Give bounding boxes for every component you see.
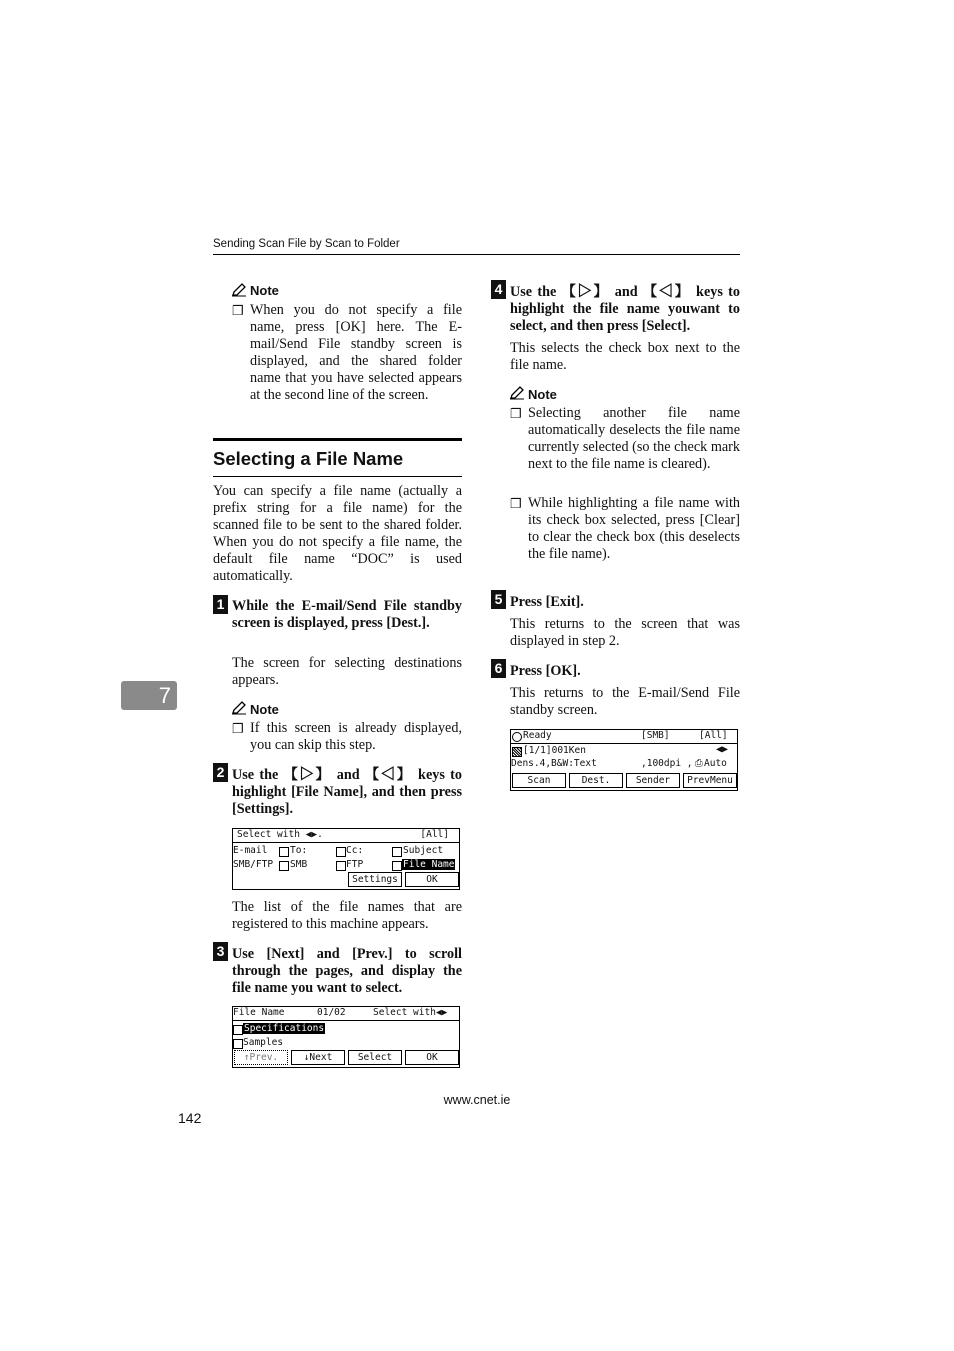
step-description: This selects the check box next to the file name. (510, 340, 740, 373)
lcd-option[interactable]: To: (290, 845, 308, 856)
lcd-screen-file-name (232, 1006, 460, 1068)
step-instruction: While the E-mail/Send File standby screen is displayed, press [Dest.]. (232, 598, 462, 631)
page-number: 142 (178, 1110, 202, 1126)
step-instruction: Use [Next] and [Prev.] to scroll through the pages, and display the file name you want to select. (232, 946, 462, 996)
select-button[interactable]: Select (348, 1050, 402, 1065)
step-description: This returns to the E-mail/Send File standby screen. (510, 685, 740, 718)
lcd-all-label: [All] (420, 829, 449, 840)
step-number: 3 (213, 942, 228, 961)
document-size-icon: ⎙ (695, 758, 703, 769)
file-name-item-highlighted[interactable]: Specifications (244, 1023, 325, 1034)
dest-button[interactable]: Dest. (569, 773, 623, 788)
lcd-divider (233, 1020, 459, 1021)
lcd-hint: Select with◀▶ (373, 1007, 448, 1018)
checkbox-icon[interactable] (279, 847, 289, 857)
lcd-row-label: SMB/FTP (233, 859, 274, 870)
checkbox-icon[interactable] (336, 861, 346, 871)
intro-paragraph: You can specify a file name (actually a prefix string for a file name) for the scanned file to be sent to the shared folder. When you do not specify a file name, the default file name “DOC” is used automatically. (213, 483, 462, 584)
chapter-tab: 7 (121, 681, 177, 710)
next-button[interactable]: ↓Next (291, 1050, 345, 1065)
section-rule-top (213, 438, 462, 441)
running-header: Sending Scan File by Scan to Folder (213, 238, 400, 250)
step-description: This returns to the screen that was displayed in step 2. (510, 616, 740, 649)
step-number: 6 (491, 659, 506, 678)
footer-url: www.cnet.ie (443, 1093, 511, 1107)
note-item: ❒ If this screen is already displayed, you can skip this step. (232, 720, 462, 753)
checkbox-icon[interactable] (279, 861, 289, 871)
arrow-keys-icon: ◀▶ (716, 744, 729, 755)
step-instruction: Use the 【▷】 and 【◁】 keys to highlight [File Name], and then press [Settings]. (232, 767, 462, 817)
lcd-row-label: E-mail (233, 845, 268, 856)
checkbox-bullet-icon: ❒ (232, 721, 244, 736)
checkbox-bullet-icon: ❒ (232, 303, 244, 318)
destination-icon (512, 747, 522, 757)
lcd-screen-standby (510, 729, 738, 791)
step-number: 2 (213, 763, 228, 782)
lcd-status: Ready (523, 730, 552, 741)
sender-button[interactable]: Sender (626, 773, 680, 788)
lcd-option[interactable]: Subject (403, 845, 444, 856)
checkbox-icon[interactable] (233, 1039, 243, 1049)
checkbox-icon[interactable] (336, 847, 346, 857)
step-number: 1 (213, 595, 228, 614)
lcd-resolution: ,100dpi , (641, 758, 693, 769)
lcd-all-label: [All] (699, 730, 728, 741)
lcd-option[interactable]: FTP (346, 859, 364, 870)
lcd-mode: [SMB] (641, 730, 670, 741)
note-item: ❒ When you do not specify a file name, press [OK] here. The E-mail/Send File standby screen is displayed, and the shared folder name that you have selected appears at the second line of the screen. (232, 302, 462, 403)
step-instruction: Press [OK]. (510, 663, 581, 679)
settings-button[interactable]: Settings (348, 872, 402, 887)
note-pencil-icon (231, 701, 247, 715)
note-heading: Note (528, 387, 557, 402)
lcd-page-indicator: 01/02 (317, 1007, 346, 1018)
lcd-option-highlighted[interactable]: File Name (403, 859, 455, 870)
lcd-divider (511, 743, 737, 744)
prevmenu-button[interactable]: PrevMenu (683, 773, 737, 788)
step-instruction: Use the 【▷】 and 【◁】 keys to highlight the file name youwant to select, and then press [Select]. (510, 284, 740, 334)
note-pencil-icon (231, 283, 247, 297)
step-number: 4 (491, 280, 506, 299)
note-heading: Note (250, 702, 279, 717)
file-name-item[interactable]: Samples (243, 1037, 284, 1048)
checkbox-bullet-icon: ❒ (510, 406, 522, 421)
prev-button[interactable]: ↑Prev. (234, 1050, 288, 1065)
scan-button[interactable]: Scan (512, 773, 566, 788)
lcd-option[interactable]: SMB (290, 859, 308, 870)
checkbox-icon[interactable] (392, 861, 402, 871)
lcd-auto: Auto (704, 758, 727, 769)
checkbox-icon[interactable] (392, 847, 402, 857)
note-item: ❒ While highlighting a file name with its check box selected, press [Clear] to clear the check box (this deselects the file name). (510, 495, 740, 562)
note-item: ❒ Selecting another file name automatically deselects the file name currently selected (so the check mark next to the file name is cleared). (510, 405, 740, 472)
checkbox-icon[interactable] (233, 1025, 243, 1035)
lcd-screen-destination (232, 828, 460, 890)
lcd-scan-settings: Dens.4,B&W:Text (511, 758, 597, 769)
section-title: Selecting a File Name (213, 448, 404, 469)
lcd-divider (233, 842, 459, 843)
lcd-prompt: Select with ◀▶. (237, 829, 323, 840)
section-rule-bottom (213, 476, 462, 477)
step-description: The screen for selecting destinations appears. (232, 655, 462, 688)
lcd-title: File Name (233, 1007, 285, 1018)
note-pencil-icon (509, 386, 525, 400)
step-instruction: Press [Exit]. (510, 594, 584, 610)
status-circle-icon (512, 732, 522, 742)
checkbox-bullet-icon: ❒ (510, 496, 522, 511)
ok-button[interactable]: OK (405, 872, 459, 887)
note-heading: Note (250, 283, 279, 298)
step-description: The list of the file names that are registered to this machine appears. (232, 899, 462, 932)
lcd-option[interactable]: Cc: (346, 845, 364, 856)
header-rule (213, 254, 740, 255)
lcd-destination: [1/1]001Ken (523, 745, 586, 756)
step-number: 5 (491, 590, 506, 609)
ok-button[interactable]: OK (405, 1050, 459, 1065)
